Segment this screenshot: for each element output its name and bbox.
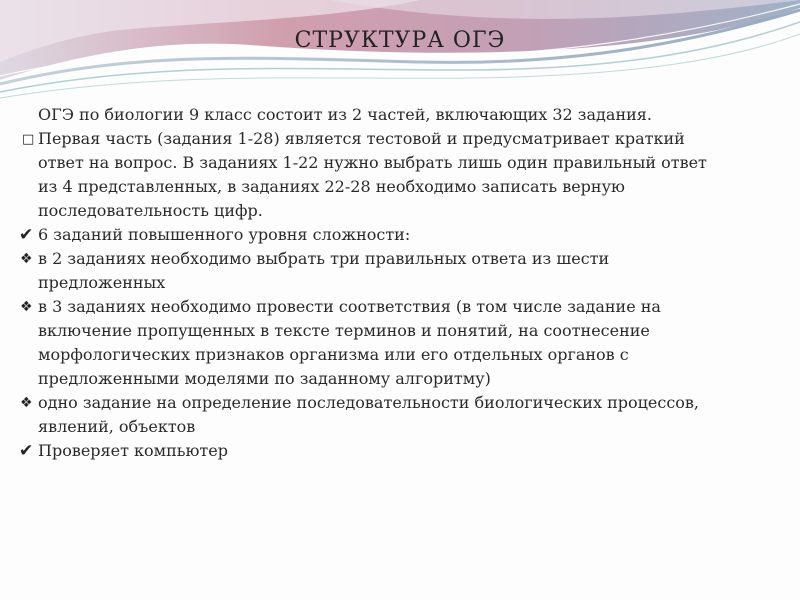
checkmark-icon: ✔ bbox=[19, 225, 34, 245]
line-text: последовательность цифр. bbox=[38, 201, 263, 220]
line-text: морфологических признаков организма или его отдельных органов с bbox=[38, 345, 629, 364]
line-text: ОГЭ по биологии 9 класс состоит из 2 частей, включающих 32 задания. bbox=[38, 105, 652, 124]
text-line bbox=[18, 439, 778, 463]
slide-body bbox=[18, 103, 778, 463]
text-line bbox=[18, 295, 778, 319]
line-text: из 4 представленных, в заданиях 22-28 необходимо записать верную bbox=[38, 177, 625, 196]
line-text: предложенными моделями по заданному алгоритму) bbox=[38, 369, 491, 388]
line-text: явлений, объектов bbox=[38, 417, 196, 436]
text-line bbox=[18, 415, 778, 439]
diamond-bullet-icon: ❖ bbox=[20, 251, 33, 267]
line-text: 6 заданий повышенного уровня сложности: bbox=[38, 225, 411, 244]
square-bullet-icon: □ bbox=[22, 132, 35, 147]
text-line bbox=[18, 319, 778, 343]
diamond-bullet-icon: ❖ bbox=[20, 299, 33, 315]
text-line bbox=[18, 103, 778, 127]
diamond-bullet-icon: ❖ bbox=[20, 395, 33, 411]
checkmark-icon: ✔ bbox=[19, 441, 34, 461]
line-text: одно задание на определение последовательности биологических процессов, bbox=[38, 393, 700, 412]
text-line bbox=[18, 391, 778, 415]
line-text: в 3 заданиях необходимо провести соответствия (в том числе задание на bbox=[38, 297, 661, 316]
line-text: Проверяет компьютер bbox=[38, 441, 228, 460]
line-text: включение пропущенных в тексте терминов и понятий, на соотнесение bbox=[38, 321, 650, 340]
text-line bbox=[18, 367, 778, 391]
line-text: Первая часть (задания 1-28) является тестовой и предусматривает краткий bbox=[38, 129, 685, 148]
text-line bbox=[18, 343, 778, 367]
text-line bbox=[18, 223, 778, 247]
text-line bbox=[18, 127, 778, 151]
line-text: ответ на вопрос. В заданиях 1-22 нужно выбрать лишь один правильный ответ bbox=[38, 153, 707, 172]
line-text: в 2 заданиях необходимо выбрать три правильных ответа из шести bbox=[38, 249, 610, 268]
text-line bbox=[18, 175, 778, 199]
text-line bbox=[18, 247, 778, 271]
header-wave-decoration bbox=[0, 0, 800, 110]
line-text: предложенных bbox=[38, 273, 166, 292]
text-line bbox=[18, 271, 778, 295]
slide-title: СТРУКТУРА ОГЭ bbox=[294, 28, 506, 53]
text-line bbox=[18, 151, 778, 175]
text-line bbox=[18, 199, 778, 223]
